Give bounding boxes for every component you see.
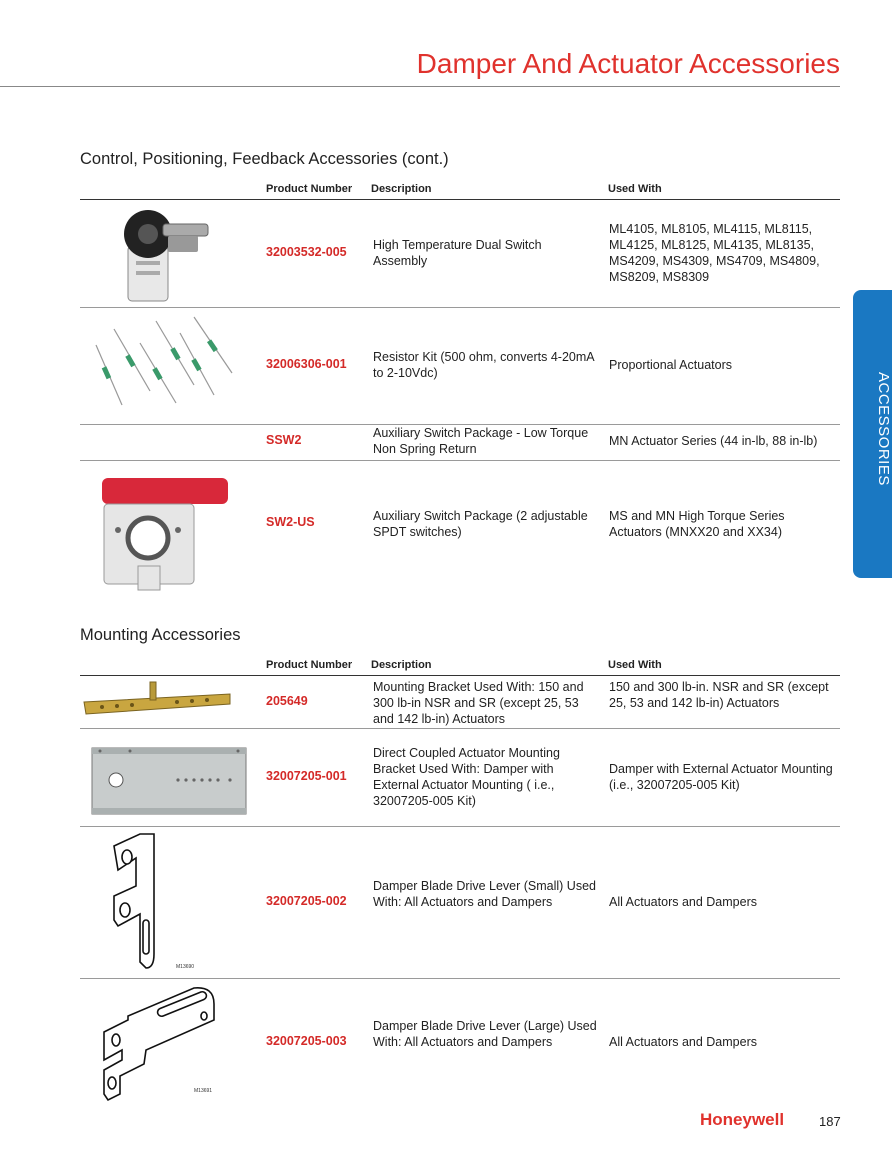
product-description: Direct Coupled Actuator Mounting Bracket Used With: Damper with External Actuator Mounting ( i.e., 32007205-005 Kit) <box>373 746 560 808</box>
product-description: High Temperature Dual Switch Assembly <box>373 238 542 268</box>
used-with: Damper with External Actuator Mounting (i.e., 32007205-005 Kit) <box>609 762 833 792</box>
column-header-product-number: Product Number <box>266 659 353 671</box>
drive-lever-large-image <box>98 984 224 1106</box>
auxiliary-switch-image <box>100 470 230 600</box>
dual-switch-image <box>108 206 216 302</box>
column-header-description: Description <box>371 183 432 195</box>
row-divider <box>80 728 840 729</box>
product-number: 32006306-001 <box>266 357 347 371</box>
used-with: Proportional Actuators <box>609 358 732 372</box>
row-divider <box>80 307 840 308</box>
table-header-rule <box>80 199 840 200</box>
product-number: 32007205-001 <box>266 769 347 783</box>
column-header-product-number: Product Number <box>266 183 353 195</box>
product-number: 32003532-005 <box>266 245 347 259</box>
product-number: 32007205-003 <box>266 1034 347 1048</box>
section-title: Control, Positioning, Feedback Accessories (cont.) <box>80 150 449 168</box>
used-with: MN Actuator Series (44 in-lb, 88 in-lb) <box>609 434 818 448</box>
used-with: 150 and 300 lb-in. NSR and SR (except 25, 53 and 142 lb-in) Actuators <box>609 680 829 710</box>
side-tab-label: ACCESSORIES <box>875 372 892 486</box>
resistor-kit-image <box>94 315 239 407</box>
column-header-used-with: Used With <box>608 659 662 671</box>
mounting-plate-image <box>90 742 248 820</box>
row-divider <box>80 460 840 461</box>
column-header-description: Description <box>371 659 432 671</box>
product-description: Auxiliary Switch Package - Low Torque Non Spring Return <box>373 426 589 456</box>
product-description: Resistor Kit (500 ohm, converts 4-20mA to 2-10Vdc) <box>373 350 594 380</box>
page-title: Damper And Actuator Accessories <box>416 48 840 79</box>
used-with: ML4105, ML8105, ML4115, ML8115, ML4125, ML8125, ML4135, ML8135, MS4209, MS4309, MS4709, MS4809, MS8209, MS8309 <box>609 222 820 284</box>
product-description: Auxiliary Switch Package (2 adjustable SPDT switches) <box>373 509 588 539</box>
product-number: SSW2 <box>266 433 302 447</box>
product-number: 205649 <box>266 694 308 708</box>
page-number: 187 <box>819 1114 841 1129</box>
product-number: SW2-US <box>266 515 315 529</box>
used-with: MS and MN High Torque Series Actuators (MNXX20 and XX34) <box>609 509 785 539</box>
honeywell-logo: Honeywell <box>700 1110 785 1129</box>
column-header-used-with: Used With <box>608 183 662 195</box>
section-title: Mounting Accessories <box>80 626 241 644</box>
product-number: 32007205-002 <box>266 894 347 908</box>
row-divider <box>80 978 840 979</box>
used-with: All Actuators and Dampers <box>609 1035 757 1049</box>
product-description: Damper Blade Drive Lever (Small) Used With: All Actuators and Dampers <box>373 879 596 909</box>
product-description: Mounting Bracket Used With: 150 and 300 lb-in NSR and SR (except 25, 53 and 142 lb-in) Actuators <box>373 680 584 726</box>
title-divider <box>0 86 840 87</box>
used-with: All Actuators and Dampers <box>609 895 757 909</box>
drive-lever-small-image <box>110 830 250 974</box>
figure-code-text: M13690 <box>176 964 195 970</box>
product-description: Damper Blade Drive Lever (Large) Used With: All Actuators and Dampers <box>373 1019 597 1049</box>
table-header-rule <box>80 675 840 676</box>
mounting-bracket-image <box>82 680 232 720</box>
row-divider <box>80 826 840 827</box>
figure-code-text: M13691 <box>194 1088 213 1094</box>
